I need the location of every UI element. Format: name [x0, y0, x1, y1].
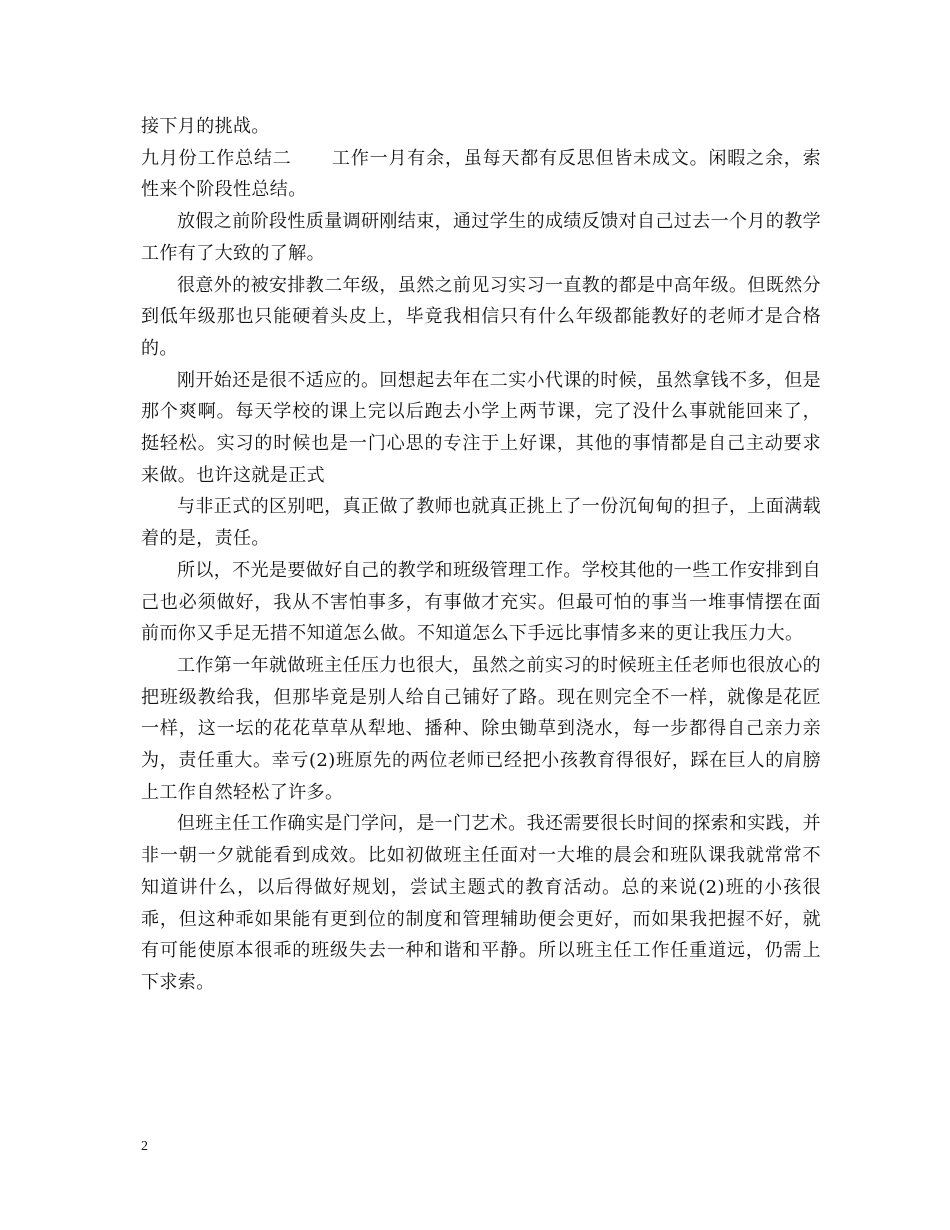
- page-number: 2: [141, 1139, 148, 1154]
- paragraph-2-text: 工作一月有余，虽每天都有反思但皆未成文。闲暇之余，索性来个阶段性总结。: [141, 147, 821, 201]
- paragraph-9: [141, 808, 821, 998]
- section-heading: 九月份工作总结二: [141, 147, 292, 169]
- paragraph-9-text: 但班主任工作确实是门学问，是一门艺术。我还需要很长时间的探索和实践，并非一朝一夕就能看到成效。比如初做班主任面对一大堆的晨会和班队课我就常常不知道讲什么，以后得做好规划，尝试主题式的教育活动。总的来说(2)班的小孩很乖，但这种乖如果能有更到位的制度和管理辅助便会更好，而如果我把握不好，就有可能使原本很乖的班级失去一种和谐和平静。所以班主任工作任重道远，仍需上下求索。: [141, 813, 821, 993]
- paragraph-4-text: 很意外的被安排教二年级，虽然之前见习实习一直教的都是中高年级。但既然分到低年级那也只能硬着头皮上，毕竟我相信只有什么年级都能教好的老师才是合格的。: [141, 274, 821, 359]
- paragraph-3: [141, 206, 821, 269]
- paragraph-7-text: 所以，不光是要做好自己的教学和班级管理工作。学校其他的一些工作安排到自己也必须做好，我从不害怕事多，有事做才充实。但最可怕的事当一堆事情摆在面前而你又手足无措不知道怎么做。不知道怎么下手远比事情多来的更让我压力大。: [141, 559, 821, 645]
- paragraph-5: [141, 365, 821, 492]
- paragraph-1-text: 接下月的挑战。: [141, 116, 270, 137]
- paragraph-7: [141, 555, 821, 650]
- paragraph-8-text: 工作第一年就做班主任压力也很大，虽然之前实习的时候班主任老师也很放心的把班级教给我，但那毕竟是别人给自己铺好了路。现在则完全不一样，就像是花匠一样，这一坛的花花草草从犁地、播种、除虫锄草到浇水，每一步都得自己亲力亲为，责任重大。幸亏(2)班原先的两位老师已经把小孩教育得很好，踩在巨人的肩膀上工作自然轻松了许多。: [141, 654, 821, 803]
- paragraph-5-text: 刚开始还是很不适应的。回想起去年在二实小代课的时候，虽然拿钱不多，但是那个爽啊。每天学校的课上完以后跑去小学上两节课，完了没什么事就能回来了，挺轻松。实习的时候也是一门心思的专注于上好课，其他的事情都是自己主动要求来做。也许这就是正式: [141, 369, 821, 486]
- paragraph-4: [141, 270, 821, 365]
- paragraph-6: [141, 491, 821, 554]
- paragraph-1: [141, 111, 821, 143]
- document-body: [141, 111, 821, 999]
- paragraph-8: [141, 650, 821, 809]
- paragraph-6-text: 与非正式的区别吧，真正做了教师也就真正挑上了一份沉甸甸的担子，上面满载着的是，责任。: [141, 496, 821, 550]
- paragraph-2: [141, 143, 821, 206]
- paragraph-3-text: 放假之前阶段性质量调研刚结束，通过学生的成绩反馈对自己过去一个月的教学工作有了大致的了解。: [141, 211, 821, 264]
